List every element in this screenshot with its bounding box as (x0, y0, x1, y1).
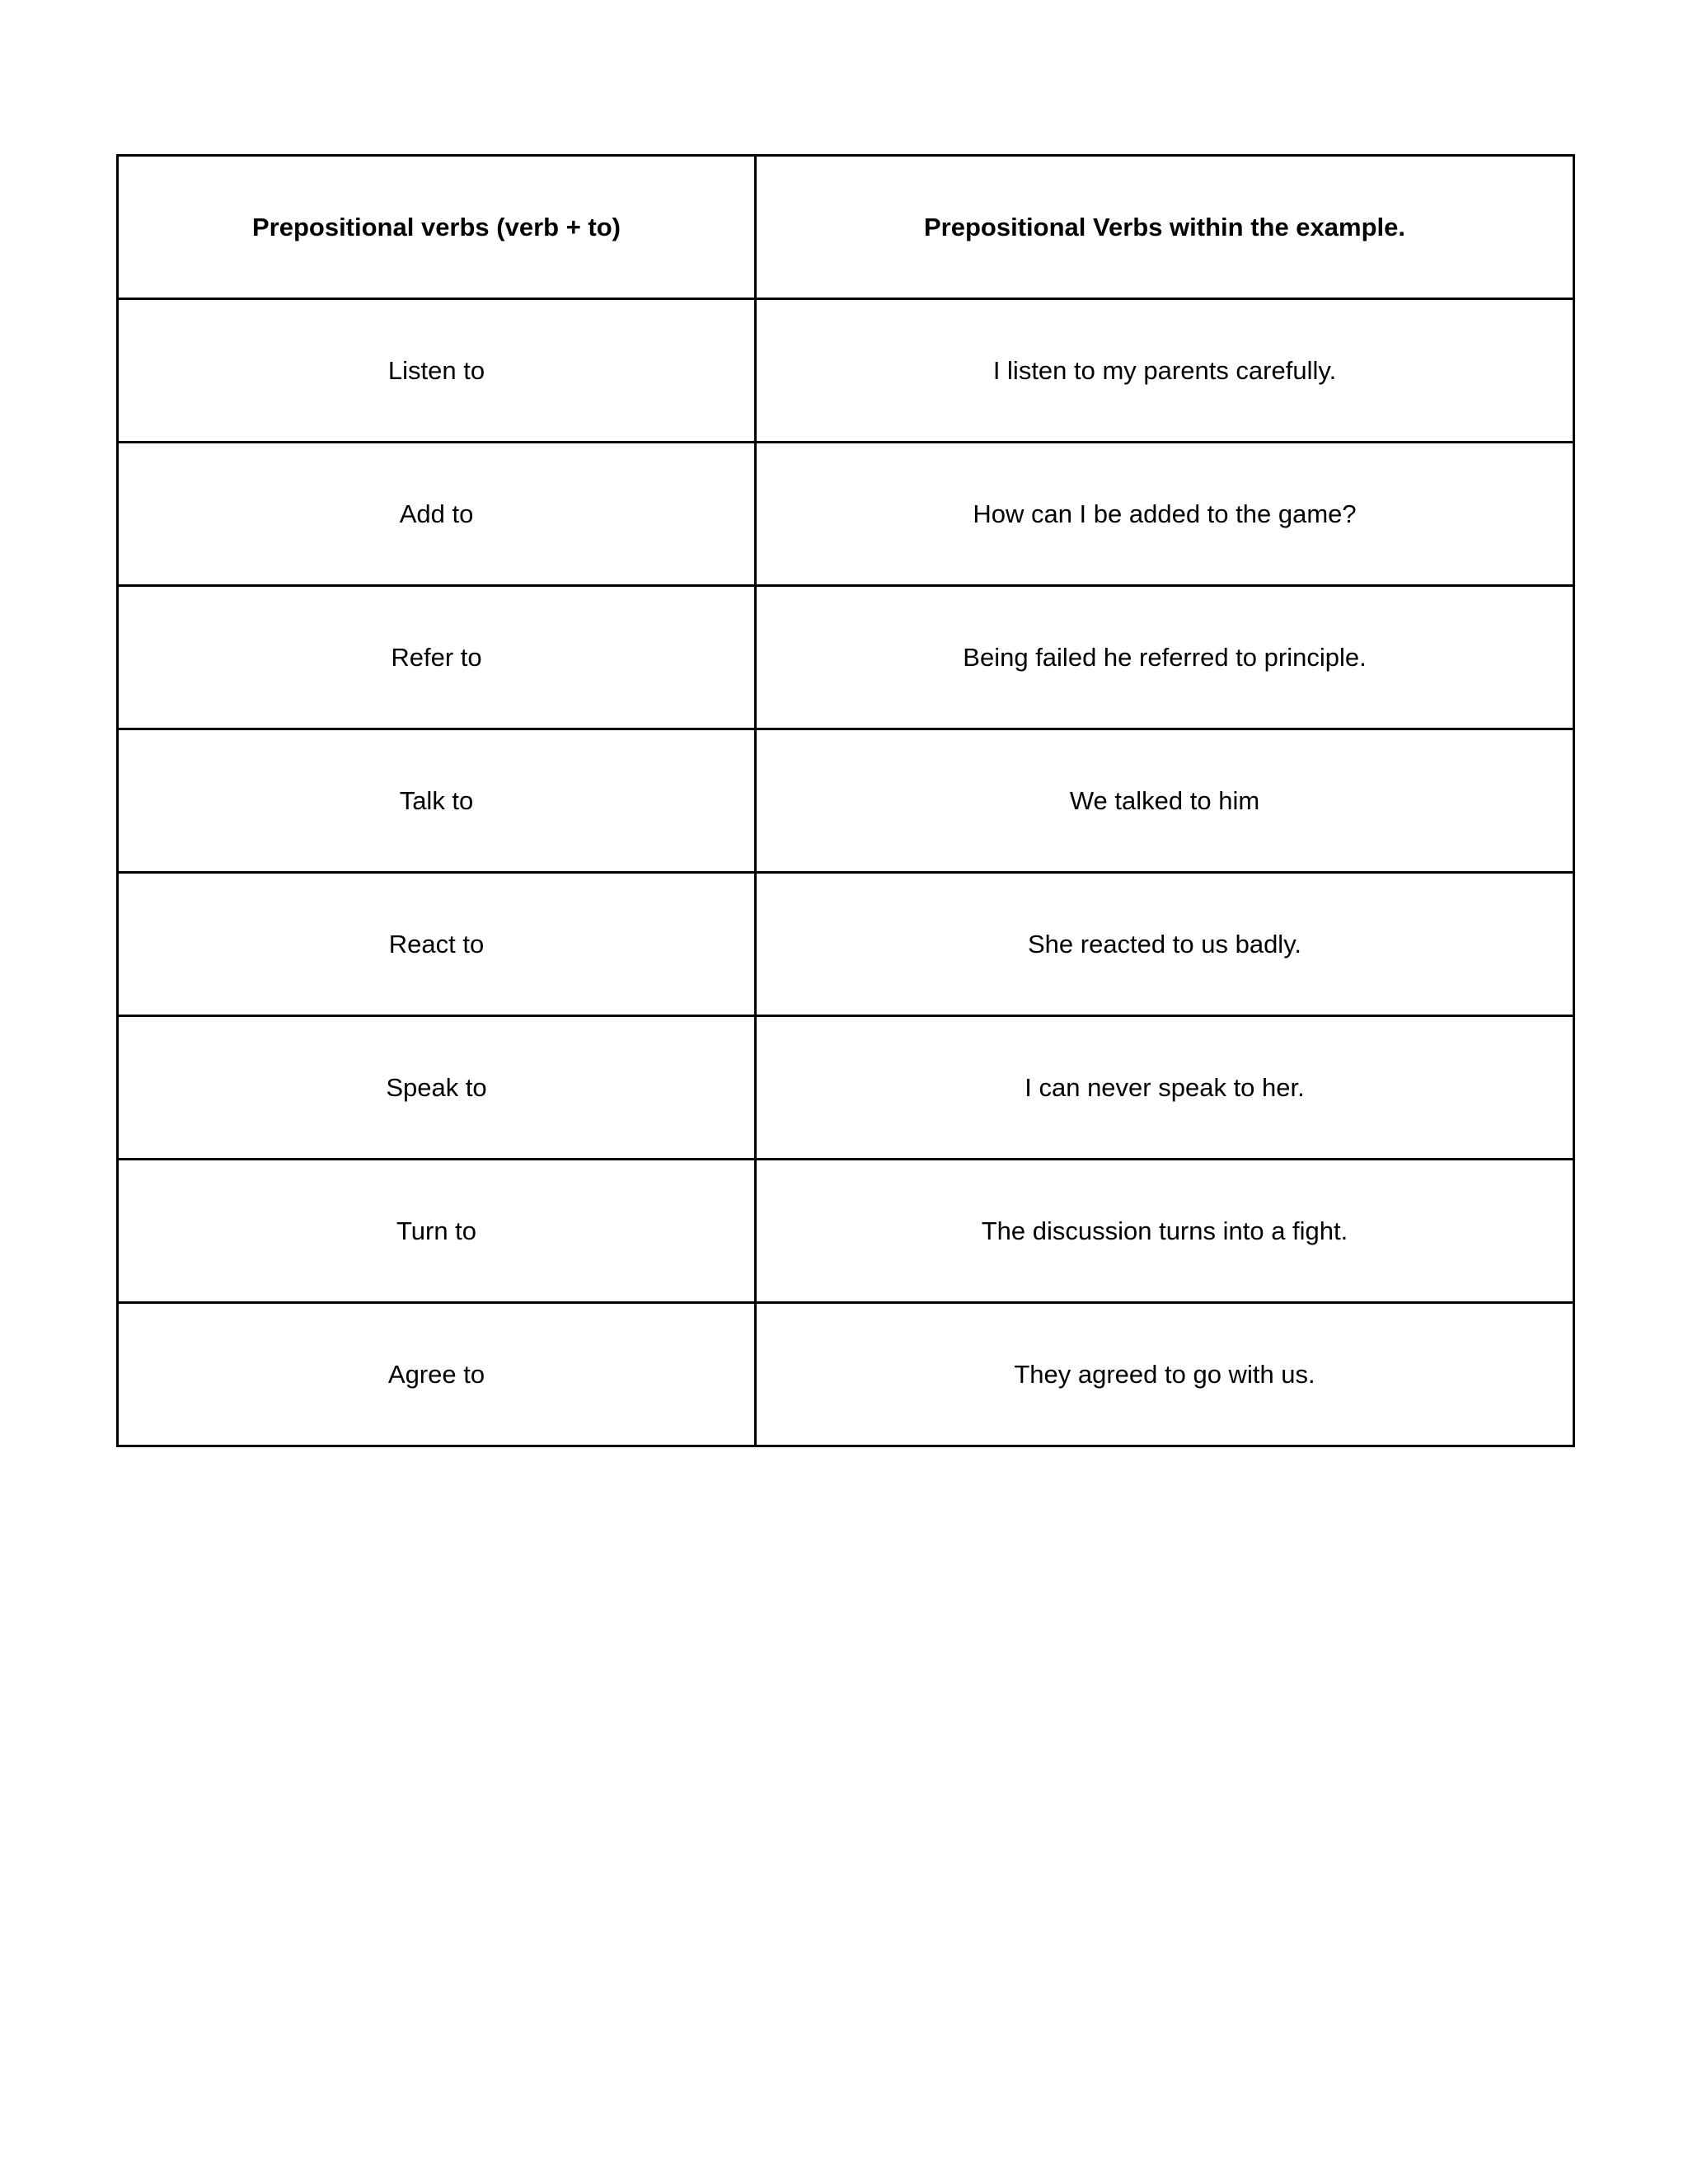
verb-cell: Turn to (118, 1160, 756, 1303)
table-row (118, 873, 1574, 1016)
table-row (118, 729, 1574, 873)
table-row (118, 1016, 1574, 1160)
example-cell: We talked to him (756, 729, 1574, 873)
verb-cell: Refer to (118, 586, 756, 729)
example-cell: They agreed to go with us. (756, 1303, 1574, 1446)
table-row (118, 1303, 1574, 1446)
table-row (118, 299, 1574, 443)
verb-cell: Add to (118, 443, 756, 586)
header-cell-examples: Prepositional Verbs within the example. (756, 156, 1574, 299)
header-cell-verbs: Prepositional verbs (verb + to) (118, 156, 756, 299)
table-row (118, 443, 1574, 586)
table-row (118, 586, 1574, 729)
table-row (118, 1160, 1574, 1303)
example-cell: I can never speak to her. (756, 1016, 1574, 1160)
prepositional-verbs-table (116, 154, 1575, 1447)
example-cell: Being failed he referred to principle. (756, 586, 1574, 729)
table-header-row (118, 156, 1574, 299)
verb-cell: Listen to (118, 299, 756, 443)
example-cell: How can I be added to the game? (756, 443, 1574, 586)
example-cell: I listen to my parents carefully. (756, 299, 1574, 443)
verb-cell: Agree to (118, 1303, 756, 1446)
example-cell: She reacted to us badly. (756, 873, 1574, 1016)
example-cell: The discussion turns into a fight. (756, 1160, 1574, 1303)
verb-cell: Speak to (118, 1016, 756, 1160)
verb-cell: Talk to (118, 729, 756, 873)
verb-cell: React to (118, 873, 756, 1016)
